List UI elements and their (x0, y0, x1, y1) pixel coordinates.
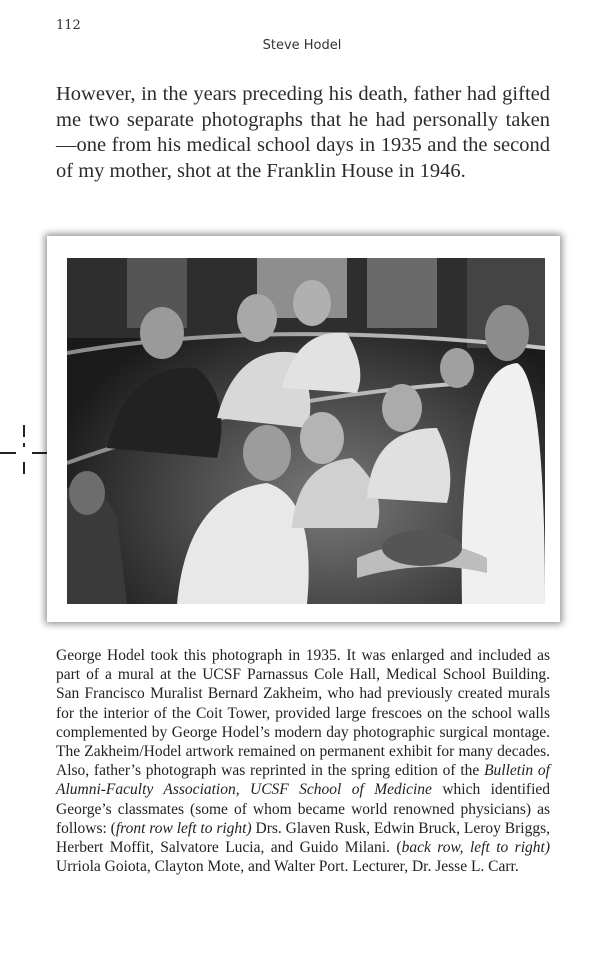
photo-caption (56, 646, 550, 876)
caption-text-3: Drs. Glaven Rusk, Edwin Bruck, Leroy Briggs, Herbert Moffit, Salvatore Lucia, and Guido Milani. ( (56, 819, 551, 857)
caption-text-2: which identified George’s classmates (some of whom became world renowned physicians) as follows: ( (56, 781, 550, 837)
caption-front-row-label: front row left to right) (115, 819, 252, 837)
page-number: 112 (56, 18, 81, 33)
caption-publication: Bulletin of Alumni-Faculty Association, UCSF School of Medicine (56, 762, 550, 799)
surgical-lecture-photo (67, 258, 545, 604)
caption-text-4: Urriola Goiota, Clayton Mote, and Walter Port. Lecturer, Dr. Jesse L. Carr. (56, 858, 519, 876)
photo-illustration (67, 258, 545, 604)
photo-frame (47, 236, 560, 622)
caption-text-1: George Hodel took this photograph in 1935. It was enlarged and included as part of a mural at the UCSF Parnassus Cole Hall, Medical School Building. San Francisco Muralist Bernard Zakheim, who had previously created murals for the interior of the Coit Tower, provided large frescoes on the school walls complemented by George Hodel’s modern day photographic surgical montage. The Zakheim/Hodel artwork remained on permanent exhibit for many decades. Also, father’s photograph was reprinted in the spring edition of the (56, 647, 550, 780)
body-paragraph: However, in the years preceding his death, father had gifted me two separate photographs that he had personally taken—one from his medical school days in 1935 and the second of my mother, shot at the Franklin House in 1946. (56, 83, 550, 182)
running-head: Steve Hodel (262, 38, 342, 53)
caption-back-row-label: back row, left to right) (401, 839, 550, 857)
